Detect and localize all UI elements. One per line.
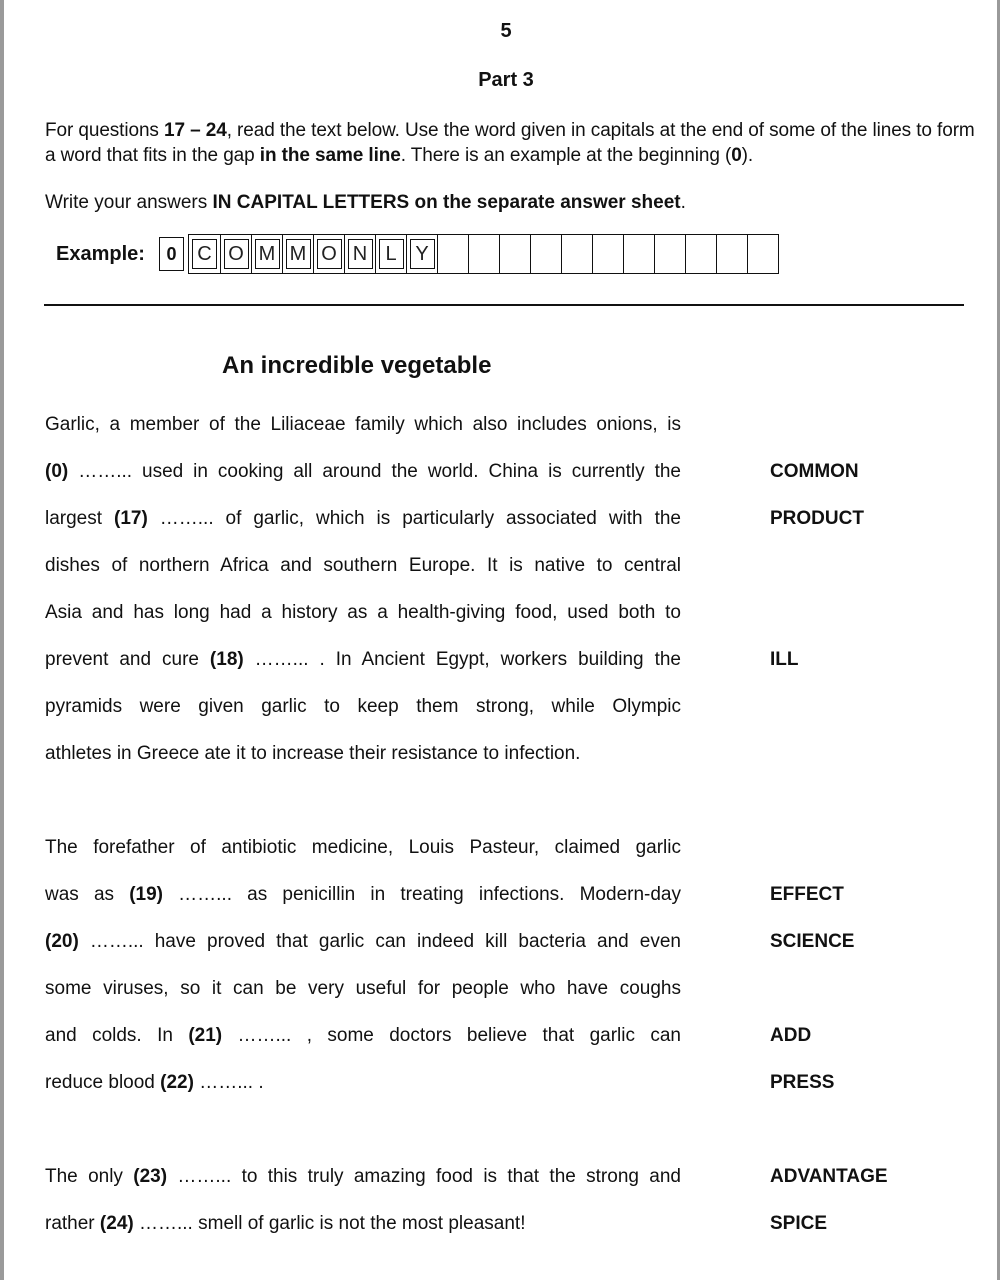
example-letter xyxy=(534,239,559,269)
example-letter-box xyxy=(499,235,530,273)
text-line-11 xyxy=(45,931,681,953)
instr-text: , read the text below. Use the word given in capitals at the end of some of the lines to form a word that fits in the gap xyxy=(45,120,975,166)
line-text: ……... to this truly amazing food is that the strong and xyxy=(167,1166,681,1187)
example-letter-box xyxy=(220,235,251,273)
line-text: ……... smell of garlic is not the most pleasant! xyxy=(133,1213,526,1234)
example-letter-box xyxy=(189,235,220,273)
example-letter-box xyxy=(375,235,406,273)
example-letter xyxy=(503,239,528,269)
instr-emphasis: in the same line xyxy=(259,145,401,166)
example-letter: O xyxy=(224,239,249,269)
instructions xyxy=(45,118,975,215)
text-title: An incredible vegetable xyxy=(222,352,492,379)
keyword-effect: EFFECT xyxy=(770,884,844,905)
example-letter: M xyxy=(286,239,311,269)
line-text: ……... . xyxy=(193,1072,264,1093)
line-text: reduce blood xyxy=(45,1072,161,1093)
text-line-13 xyxy=(45,1025,681,1047)
keyword-advantage: ADVANTAGE xyxy=(770,1166,888,1187)
example-letter: N xyxy=(348,239,373,269)
example-letter xyxy=(441,239,466,269)
example-letter xyxy=(472,239,497,269)
line-text: ……... used in cooking all around the world. China is currently the xyxy=(68,461,681,482)
example-letter-box xyxy=(313,235,344,273)
text-line-7: pyramids were given garlic to keep them strong, while Olympic xyxy=(45,696,681,717)
keyword-science: SCIENCE xyxy=(770,931,855,952)
text-line-2 xyxy=(45,461,681,483)
keyword-press: PRESS xyxy=(770,1072,835,1093)
keyword-spice: SPICE xyxy=(770,1213,828,1234)
text-line-6 xyxy=(45,649,681,671)
gap-number: (23) xyxy=(133,1166,168,1187)
example-answer-boxes xyxy=(188,234,779,274)
example-letter-box xyxy=(468,235,499,273)
line-text: ……... as penicillin in treating infections. Modern-day xyxy=(162,884,681,905)
line-text: largest xyxy=(45,508,114,529)
example-letter-box xyxy=(623,235,654,273)
keyword-ill: ILL xyxy=(770,649,799,670)
line-text: ……... have proved that garlic can indeed kill bacteria and even xyxy=(78,931,681,952)
gap-number: (19) xyxy=(129,884,163,905)
example-letter-box xyxy=(437,235,468,273)
part-title: Part 3 xyxy=(478,69,534,91)
question-range: 17 – 24 xyxy=(164,120,227,141)
example-letter xyxy=(627,239,652,269)
example-label: Example: xyxy=(56,242,145,265)
line-text: was as xyxy=(45,884,130,905)
example-letter-box xyxy=(592,235,623,273)
example-letter: Y xyxy=(410,239,435,269)
example-letter xyxy=(596,239,621,269)
instructions-line-1 xyxy=(45,118,975,168)
text-line-12: some viruses, so it can be very useful for people who have coughs xyxy=(45,978,681,999)
page-frame-left xyxy=(0,0,4,1280)
gap-number: (17) xyxy=(114,508,148,529)
text-line-14 xyxy=(45,1072,681,1094)
gap-number: (22) xyxy=(160,1072,194,1093)
example-row xyxy=(56,234,779,274)
example-letter xyxy=(720,239,745,269)
example-letter: L xyxy=(379,239,404,269)
example-letter xyxy=(751,239,776,269)
text-line-10 xyxy=(45,884,681,906)
line-text: ……... , some doctors believe that garlic can xyxy=(222,1025,681,1046)
instr-example-number: 0 xyxy=(731,145,742,166)
example-letter xyxy=(689,239,714,269)
instr-text: Write your answers xyxy=(45,192,213,213)
line-text: ……... . In Ancient Egypt, workers building the xyxy=(243,649,681,670)
text-line-5: Asia and has long had a history as a health-giving food, used both to xyxy=(45,602,681,623)
text-line-3 xyxy=(45,508,681,530)
text-line-16 xyxy=(45,1213,681,1235)
gap-number: (0) xyxy=(45,461,69,482)
text-line-1: Garlic, a member of the Liliaceae family which also includes onions, is xyxy=(45,414,681,435)
example-letter xyxy=(565,239,590,269)
instructions-line-2 xyxy=(45,190,975,215)
instr-text: . There is an example at the beginning ( xyxy=(400,145,732,166)
example-letter xyxy=(658,239,683,269)
keyword-add: ADD xyxy=(770,1025,812,1046)
instr-emphasis: IN CAPITAL LETTERS on the separate answer sheet xyxy=(212,192,681,213)
line-text: ……... of garlic, which is particularly associated with the xyxy=(147,508,681,529)
example-number-box: 0 xyxy=(159,237,184,271)
example-letter-box xyxy=(716,235,747,273)
line-text: The only xyxy=(45,1166,134,1187)
text-line-15 xyxy=(45,1166,681,1188)
example-letter-box xyxy=(251,235,282,273)
line-text: rather xyxy=(45,1213,100,1234)
gap-number: (18) xyxy=(209,649,244,670)
text-line-4: dishes of northern Africa and southern Europe. It is native to central xyxy=(45,555,681,576)
gap-number: (20) xyxy=(45,931,79,952)
keyword-common: COMMON xyxy=(770,461,859,482)
instr-text: For questions xyxy=(45,120,164,141)
example-letter: O xyxy=(317,239,342,269)
example-letter-box xyxy=(685,235,716,273)
keyword-product: PRODUCT xyxy=(770,508,864,529)
example-letter-box xyxy=(530,235,561,273)
divider-line xyxy=(44,304,964,306)
line-text: and colds. In xyxy=(45,1025,189,1046)
example-letter-box xyxy=(344,235,375,273)
example-letter: C xyxy=(192,239,217,269)
text-line-8: athletes in Greece ate it to increase their resistance to infection. xyxy=(45,743,581,764)
example-letter-box xyxy=(282,235,313,273)
gap-number: (24) xyxy=(99,1213,134,1234)
example-letter-box xyxy=(747,235,778,273)
instr-text: ). xyxy=(741,145,754,166)
gap-number: (21) xyxy=(188,1025,223,1046)
example-letter: M xyxy=(255,239,280,269)
line-text: prevent and cure xyxy=(45,649,210,670)
text-line-9: The forefather of antibiotic medicine, Louis Pasteur, claimed garlic xyxy=(45,837,681,858)
example-letter-box xyxy=(406,235,437,273)
instr-text: . xyxy=(680,192,686,213)
example-letter-box xyxy=(654,235,685,273)
example-letter-box xyxy=(561,235,592,273)
page-number: 5 xyxy=(500,20,512,42)
